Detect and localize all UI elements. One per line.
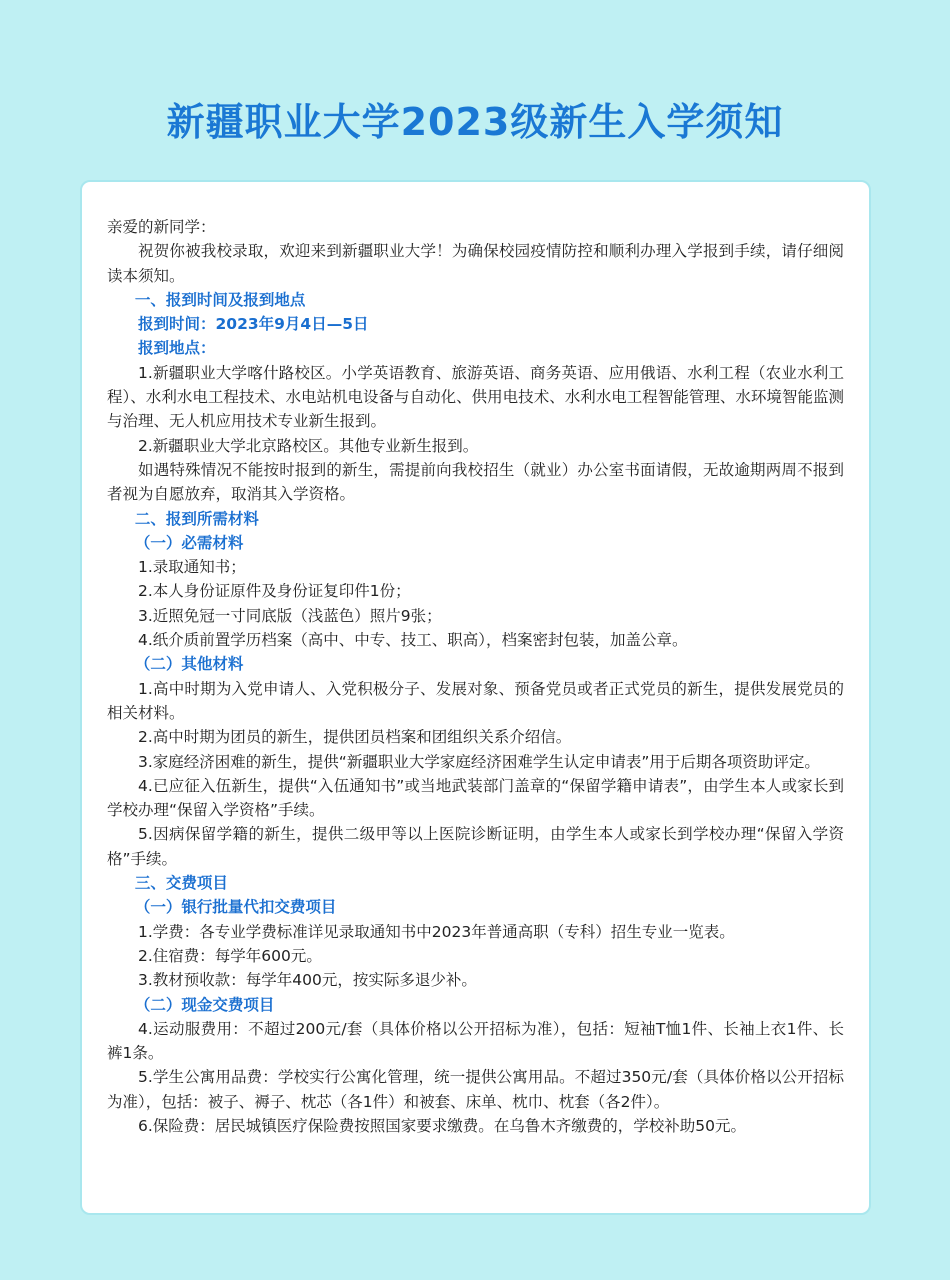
- list-item: 3.家庭经济困难的新生，提供“新疆职业大学家庭经济困难学生认定申请表”用于后期各项资助评定。: [138, 752, 820, 771]
- page-title: 新疆职业大学2023级新生入学须知: [166, 100, 784, 144]
- notice-content: [107, 215, 844, 1138]
- subheading-cash-fees: （二）现金交费项目: [134, 995, 275, 1014]
- subheading-required-materials: （一）必需材料: [134, 533, 244, 552]
- list-item: 4.纸介质前置学历档案（高中、中专、技工、职高），档案密封包装，加盖公章。: [138, 631, 688, 650]
- list-item: 5.因病保留学籍的新生，提供二级甲等以上医院诊断证明，由学生本人或家长到学校办理“保留入学资格”手续。: [107, 825, 844, 868]
- section-heading-materials: 二、报到所需材料: [134, 509, 259, 528]
- list-item: 5.学生公寓用品费：学校实行公寓化管理，统一提供公寓用品。不超过350元/套（具体价格以公开招标为准），包括：被子、褥子、枕芯（各1件）和被套、床单、枕巾、枕套（各2件）。: [107, 1068, 844, 1111]
- subheading-other-materials: （二）其他材料: [134, 655, 244, 674]
- notice-card: [80, 180, 871, 1215]
- list-item: 2.住宿费：每学年600元。: [138, 946, 322, 965]
- list-item: 2.本人身份证原件及身份证复印件1份；: [138, 582, 411, 601]
- registration-note: 如遇特殊情况不能按时报到的新生，需提前向我校招生（就业）办公室书面请假，无故逾期两周不报到者视为自愿放弃，取消其入学资格。: [107, 460, 844, 504]
- list-item: 1.录取通知书；: [138, 558, 246, 577]
- list-item: 6.保险费：居民城镇医疗保险费按照国家要求缴费。在乌鲁木齐缴费的，学校补助50元。: [138, 1116, 747, 1135]
- list-item: 4.运动服费用：不超过200元/套（具体价格以公开招标为准），包括：短袖T恤1件、长袖上衣1件、长裤1条。: [107, 1019, 844, 1063]
- list-item: 4.已应征入伍新生，提供“入伍通知书”或当地武装部门盖章的“保留学籍申请表”，由学生本人或家长到学校办理“保留入学资格”手续。: [107, 776, 844, 820]
- section-heading-fees: 三、交费项目: [134, 874, 228, 893]
- greeting: 亲爱的新同学：: [107, 218, 216, 236]
- registration-place-1: 1.新疆职业大学喀什路校区。小学英语教育、旅游英语、商务英语、应用俄语、水利工程（农业水利工程）、水利水电工程技术、水电站机电设备与自动化、供用电技术、水利水电工程智能管理、水环境智能监测与治理、无人机应用技术专业新生报到。: [107, 363, 844, 431]
- list-item: 1.高中时期为入党申请人、入党积极分子、发展对象、预备党员或者正式党员的新生，提供发展党员的相关材料。: [107, 679, 844, 722]
- list-item: 1.学费：各专业学费标准详见录取通知书中2023年普通高职（专科）招生专业一览表。: [138, 922, 735, 941]
- subheading-bank-fees: （一）银行批量代扣交费项目: [134, 898, 337, 917]
- intro-paragraph: 祝贺你被我校录取，欢迎来到新疆职业大学！为确保校园疫情防控和顺利办理入学报到手续，请仔细阅读本须知。: [107, 242, 844, 285]
- list-item: 3.教材预收款：每学年400元，按实际多退少补。: [138, 971, 477, 990]
- registration-time: 报到时间：2023年9月4日—5日: [138, 315, 369, 334]
- list-item: 3.近照免冠一寸同底版（浅蓝色）照片9张；: [138, 606, 442, 625]
- registration-place-2: 2.新疆职业大学北京路校区。其他专业新生报到。: [138, 436, 479, 455]
- registration-place-label: 报到地点：: [138, 339, 216, 358]
- section-heading-registration: 一、报到时间及报到地点: [134, 290, 306, 309]
- list-item: 2.高中时期为团员的新生，提供团员档案和团组织关系介绍信。: [138, 728, 572, 747]
